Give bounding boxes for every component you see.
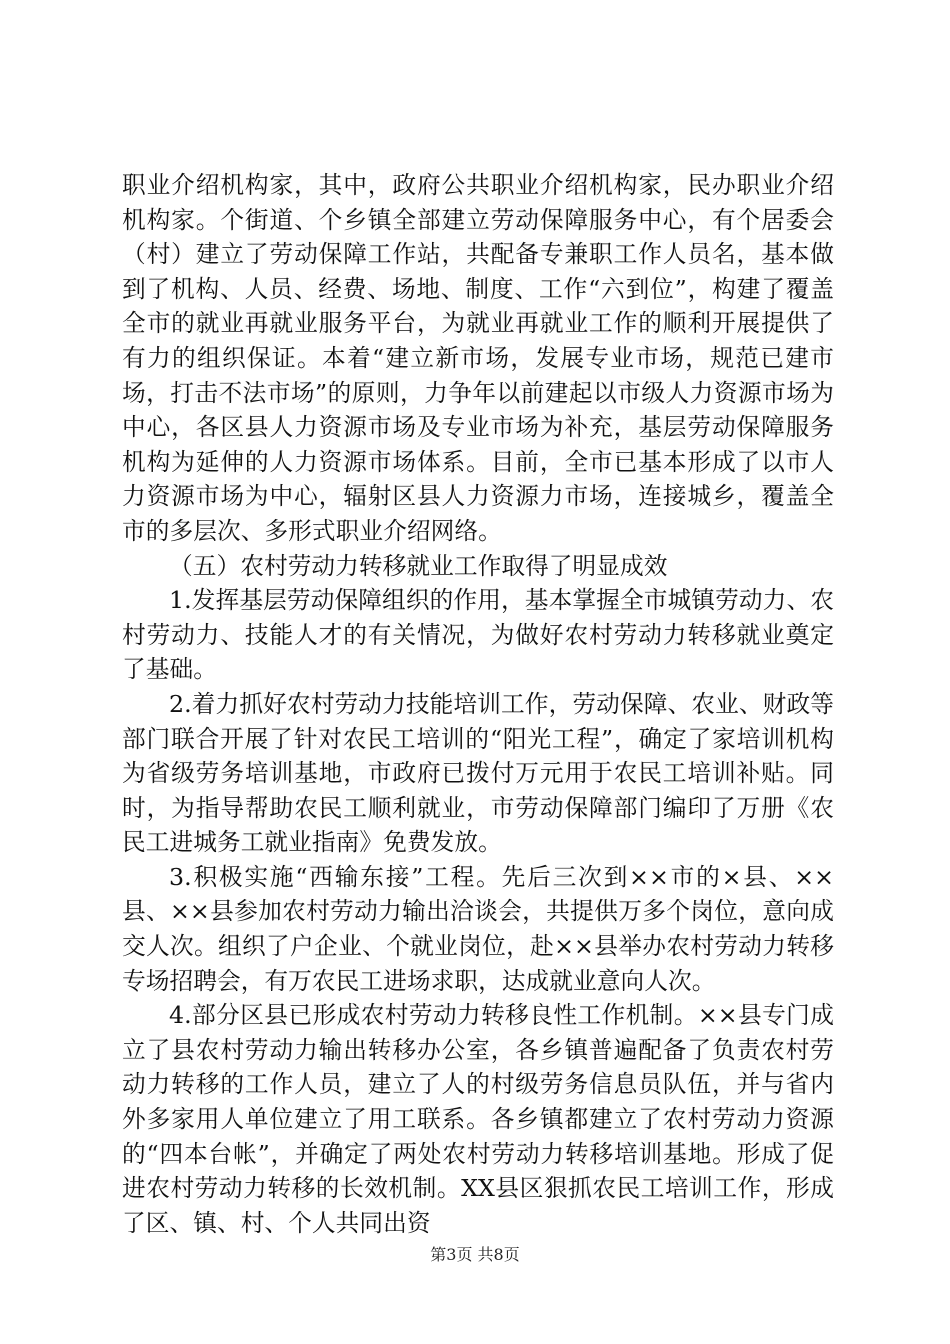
paragraph-item-3: 3.积极实施“西输东接”工程。先后三次到××市的×县、××县、××县参加农村劳动力输出洽谈会，共提供万多个岗位，意向成交人次。组织了户企业、个就业岗位，赴××县举办农村劳动力转移专场招聘会，有万农民工进场求职，达成就业意向人次。 (122, 862, 834, 995)
paragraph-item-2: 2.着力抓好农村劳动力技能培训工作，劳动保障、农业、财政等部门联合开展了针对农民工培训的“阳光工程”，确定了家培训机构为省级劳务培训基地，市政府已拨付万元用于农民工培训补贴。同时，为指导帮助农民工顺利就业，市劳动保障部门编印了万册《农民工进城务工就业指南》免费发放。 (122, 689, 834, 857)
document-body (122, 168, 834, 1240)
paragraph-item-1: 1.发挥基层劳动保障组织的作用，基本掌握全市城镇劳动力、农村劳动力、技能人才的有关情况，为做好农村劳动力转移就业奠定了基础。 (122, 586, 834, 684)
section-heading-rural-labor: （五）农村劳动力转移就业工作取得了明显成效 (169, 551, 668, 580)
paragraph-org-network: 职业介绍机构家，其中，政府公共职业介绍机构家，民办职业介绍机构家。个街道、个乡镇全部建立劳动保障服务中心，有个居委会（村）建立了劳动保障工作站，共配备专兼职工作人员名，基本做到了机构、人员、经费、场地、制度、工作“六到位”，构建了覆盖全市的就业再就业服务平台，为就业再就业工作的顺利开展提供了有力的组织保证。本着“建立新市场，发展专业市场，规范已建市场，打击不法市场”的原则，力争年以前建起以市级人力资源市场为中心，各区县人力资源市场及专业市场为补充，基层劳动保障服务机构为延伸的人力资源市场体系。目前，全市已基本形成了以市人力资源市场为中心，辐射区县人力资源力市场，连接城乡，覆盖全市的多层次、多形式职业介绍网络。 (122, 171, 834, 545)
paragraph-item-4: 4.部分区县已形成农村劳动力转移良性工作机制。××县专门成立了县农村劳动力输出转移办公室，各乡镇普遍配备了负责农村劳动力转移的工作人员，建立了人的村级劳务信息员队伍，并与省内外多家用人单位建立了用工联系。各乡镇都建立了农村劳动力资源的“四本台帐”，并确定了两处农村劳动力转移培训基地。形成了促进农村劳动力转移的长效机制。XX县区狠抓农民工培训工作，形成了区、镇、村、个人共同出资 (122, 1001, 834, 1237)
page-number-footer: 第3页 共8页 (430, 1245, 520, 1264)
